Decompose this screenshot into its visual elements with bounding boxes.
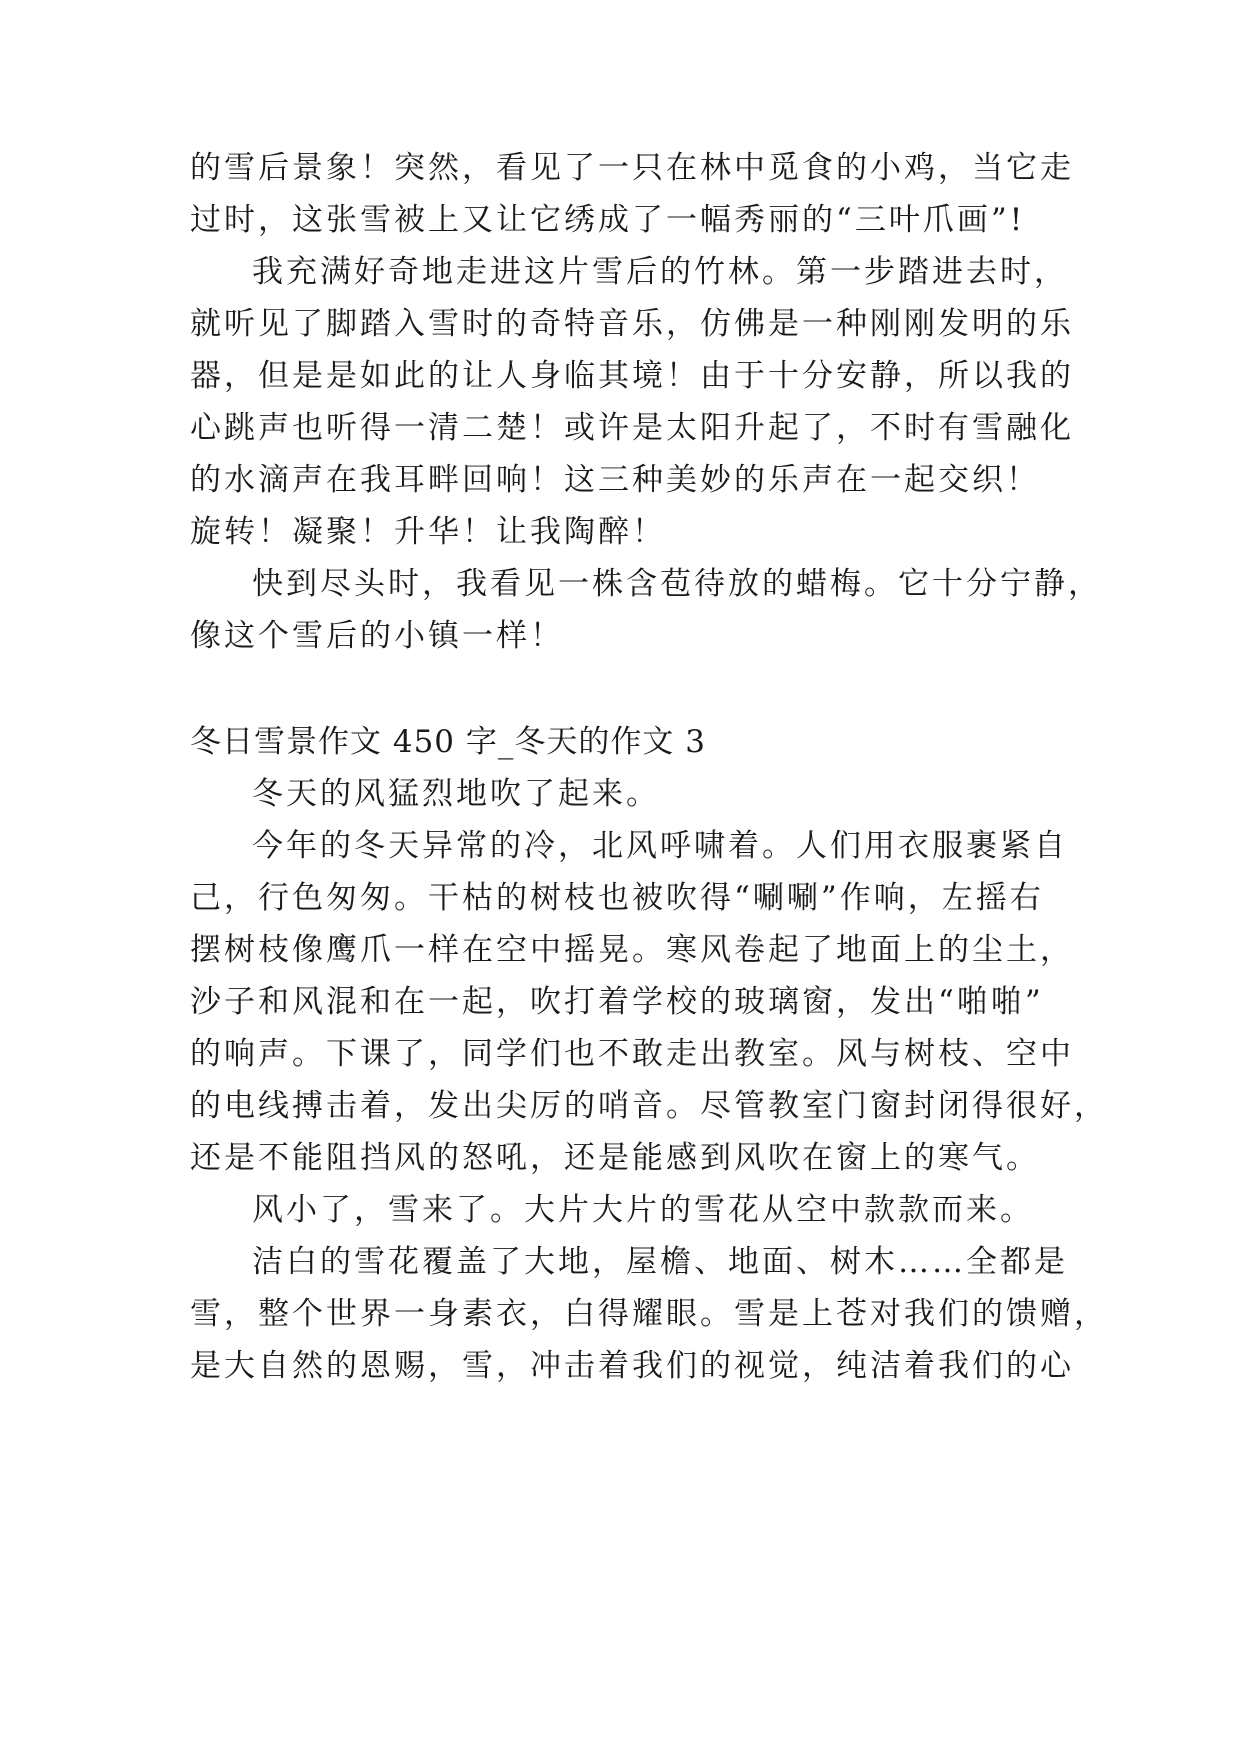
paragraph-start: 我充满好奇地走进这片雪后的竹林。第一步踏进去时， bbox=[252, 254, 1068, 290]
paragraph-start: 风小了，雪来了。大片大片的雪花从空中款款而来。 bbox=[252, 1192, 1034, 1228]
text-line: 沙子和风混和在一起，吹打着学校的玻璃窗，发出“啪啪” bbox=[190, 984, 1044, 1020]
text-line: 还是不能阻挡风的怒吼，还是能感到风吹在窗上的寒气。 bbox=[190, 1140, 1040, 1176]
text-line: 旋转！凝聚！升华！让我陶醉！ bbox=[190, 514, 666, 550]
paragraph-start: 快到尽头时，我看见一株含苞待放的蜡梅。它十分宁静， bbox=[252, 566, 1102, 602]
text-line: 像这个雪后的小镇一样！ bbox=[190, 618, 564, 654]
text-line: 己，行色匆匆。干枯的树枝也被吹得“唰唰”作响，左摇右 bbox=[190, 880, 1044, 916]
text-line: 的雪后景象！突然，看见了一只在林中觅食的小鸡，当它走 bbox=[190, 150, 1074, 186]
text-line: 器，但是是如此的让人身临其境！由于十分安静，所以我的 bbox=[190, 358, 1074, 394]
text-line: 摆树枝像鹰爪一样在空中摇晃。寒风卷起了地面上的尘土， bbox=[190, 932, 1074, 968]
text-line: 的电线搏击着，发出尖厉的哨音。尽管教室门窗封闭得很好， bbox=[190, 1088, 1108, 1124]
section-heading: 冬日雪景作文 450 字_冬天的作文 3 bbox=[190, 724, 706, 760]
text-line: 的响声。下课了，同学们也不敢走出教室。风与树枝、空中 bbox=[190, 1036, 1074, 1072]
text-line: 是大自然的恩赐，雪，冲击着我们的视觉，纯洁着我们的心 bbox=[190, 1348, 1074, 1384]
paragraph-start: 冬天的风猛烈地吹了起来。 bbox=[252, 776, 660, 812]
text-line: 雪，整个世界一身素衣，白得耀眼。雪是上苍对我们的馈赠， bbox=[190, 1296, 1108, 1332]
paragraph-start: 洁白的雪花覆盖了大地，屋檐、地面、树木……全都是 bbox=[252, 1244, 1068, 1280]
text-line: 过时，这张雪被上又让它绣成了一幅秀丽的“三叶爪画”! bbox=[190, 202, 1026, 238]
text-line: 心跳声也听得一清二楚！或许是太阳升起了，不时有雪融化 bbox=[190, 410, 1074, 446]
text-line: 的水滴声在我耳畔回响！这三种美妙的乐声在一起交织！ bbox=[190, 462, 1040, 498]
paragraph-start: 今年的冬天异常的冷，北风呼啸着。人们用衣服裹紧自 bbox=[252, 828, 1068, 864]
text-line: 就听见了脚踏入雪时的奇特音乐，仿佛是一种刚刚发明的乐 bbox=[190, 306, 1074, 342]
